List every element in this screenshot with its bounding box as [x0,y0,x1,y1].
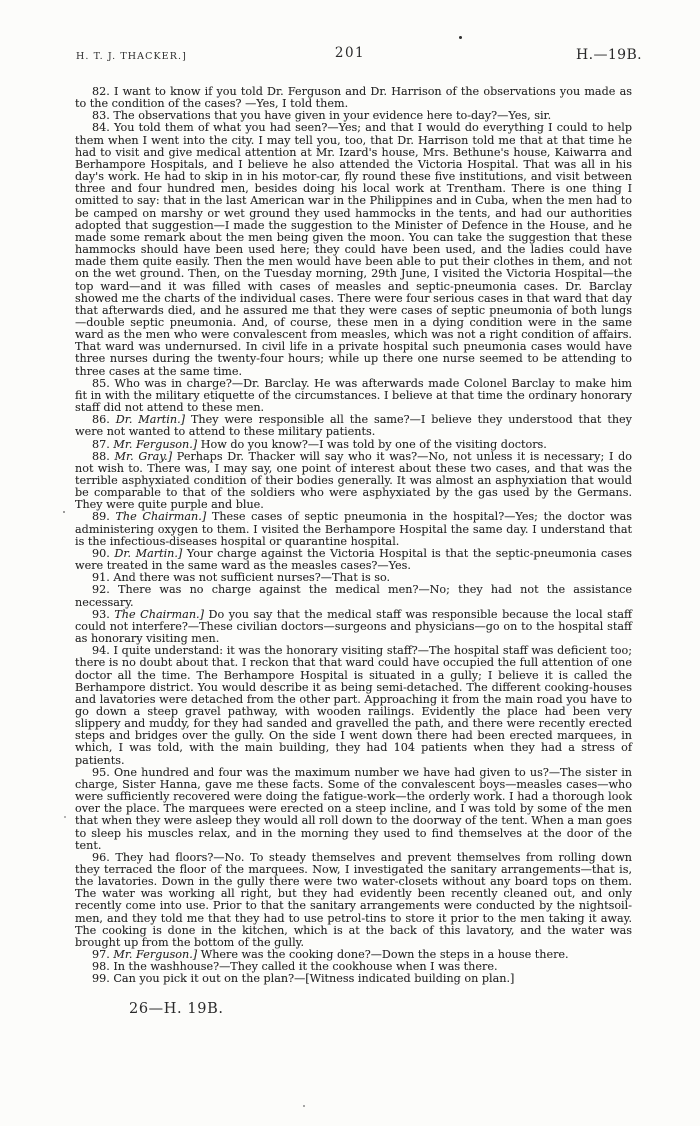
question-number: 89. [92,510,116,524]
speaker-name: Mr. Gray.] [114,449,173,463]
page-number: 201 [334,45,366,61]
question-number: 94. [92,644,114,658]
question-answer-text: There was no charge against the medical men?—No; they had not the assistance necessary. [75,583,632,609]
transcript-paragraph [75,645,632,767]
scan-speck [63,511,65,513]
question-number: 91. [92,571,114,585]
question-answer-text: Can you pick it out on the plan?—[Witness indicated building on plan.] [113,972,515,986]
question-number: 83. [92,109,114,123]
question-answer-text: Where was the cooking done?—Down the steps in a house there. [197,948,569,962]
question-answer-text: Do you say that the medical staff was responsible because the local staff could not interfere?—These civilian doctors—surgeons and physicians—go on to the hospital staff as honorary visiting men. [75,607,632,646]
question-number: 86. [92,413,116,427]
scan-speck [64,816,66,818]
transcript-paragraph [75,511,632,547]
question-number: 96. [92,850,116,864]
question-number: 93. [92,607,115,621]
question-answer-text: How do you know?—I was told by one of the visiting doctors. [197,437,547,451]
question-answer-text: Your charge against the Victoria Hospital is that the septic-pneumonia cases were treated in the same ward as the measles cases?—Yes. [75,546,632,573]
question-answer-text: In the washhouse?—They called it the cookhouse when I was there. [113,960,498,974]
running-header-witness: H. T. J. THACKER.] [76,51,187,62]
question-number: 84. [92,121,115,135]
transcript-paragraph [75,852,632,949]
footer-imprint: 26—H. 19B. [129,1001,224,1017]
question-number: 99. [92,972,114,986]
question-answer-text: You told them of what you had seen?—Yes; and that I would do everything I could to help them when I went into the city. I may tell you, too, that Dr. Harrison told me that at that time he had to visit and give medical attention at Mr. Izard's house, Mrs. Bethune's house, Kaiwarra and Berhampore Hospitals, and I believe he also attended the Victoria Hospital. That was all in his day's work. He had to skip in in his motor-car, fly round these five institutions, and visit between three and four hundred men, besides doing his local work at Trentham. There is one thing I omitted to say: that in the last American war in the Philippines and in Cuba, when the men had to be camped on marshy or wet ground they used hammocks in the tents, and had our authorities adopted that suggestion—I made the suggestion to the Minister of Defence in the House, and he made some remark about the men being given the moon. You can take the suggestion that these hammocks should have been used here; they could have been used, and the ladies could have made them quite easily. Then the men would have been able to put their clothes in them, and not on the wet ground. Then, on the Tuesday morning, 29th June, I visited the Victoria Hospital—the top ward—and it was filled with cases of measles and septic-pneumonia cases. Dr. Barclay showed me the charts of the individual cases. There were four serious cases in that ward that day that afterwards died, and he assured me that they were cases of septic pneumonia of both lungs—double septic pneumonia. And, of course, these men in a dying condition were in the same ward as the men who were convalescent from measles, which was not a right condition of affairs. That ward was undernursed. In civil life in a private hospital such pneumonia cases would have three nurses during the twenty-four hours; while up there one nurse seemed to be attending to three cases at the same time. [75,121,632,378]
question-number: 98. [92,960,114,974]
transcript-paragraph [75,548,632,572]
document-reference: H.—19B. [575,47,642,63]
question-number: 95. [92,765,114,779]
transcript-paragraph [75,122,632,377]
question-answer-text: They had floors?—No. To steady themselves and prevent themselves from rolling down they terraced the floor of the marquees. Now, I investigated the sanitary arrangements—that is, the lavatories. Down in the gully there were two water-closets without any board tops on them. The water was working all right, but they had evidently been recently cleaned out, and only recently come into use. Prior to that the sanitary arrangements were conducted by the nightsoil-men, and they told me that they had to use petrol-tins to store it prior to the men taking it away. The cooking is done in the kitchen, which is at the back of this lavatory, and the water was brought up from the bottom of the gully. [75,850,632,949]
speaker-name: Dr. Martin.] [114,546,183,560]
question-number: 85. [92,376,115,390]
question-answer-text: The observations that you have given in your evidence here to-day?—Yes, sir. [113,109,552,123]
question-answer-text: I quite understand: it was the honorary visiting staff?—The hospital staff was deficient too; there is no doubt about that. I reckon that that ward could have occupied the full attention of one doctor all the time. The Berhampore Hospital is situated in a gully; I believe it is called the Berhampore district. You would describe it as being semi-detached. The different cooking-houses and lavatories were detached from the other part. Approaching it from the main road you have to go down a steep gravel pathway, with wooden railings. Evidently the place had been very slippery and muddy, for they had sanded and gravelled the path, and there were recently erected steps and bridges over the gully. On the side I went down there had been erected marquees, in which, I was told, with the main building, they had 104 patients when they had a stress of patients. [75,644,632,767]
question-answer-text: One hundred and four was the maximum number we have had given to us?—The sister in charge, Sister Hanna, gave me these facts. Some of the convalescent boys—measles cases—who were sufficiently recovered were doing the fatigue-work—the orderly work. I had a thorough look over the place. The marquees were erected on a steep incline, and I was told by some of the men that when they were asleep they would all roll down to the doorway of the tent. When a man goes to sleep his muscles relax, and in the morning they used to find themselves at the door of the tent. [75,765,632,852]
question-answer-text: And there was not sufficient nurses?—That is so. [113,571,391,585]
transcript-paragraph [75,973,632,985]
scan-speck [303,1105,305,1107]
speaker-name: Mr. Ferguson.] [113,437,198,451]
question-number: 97. [92,948,114,962]
question-answer-text: They were responsible all the same?—I believe they understood that they were not wanted to attend to these military patients. [75,413,633,439]
question-number: 87. [92,437,114,451]
transcript-paragraph [75,609,632,645]
question-number: 82. [92,85,114,98]
transcript-paragraph [75,378,632,414]
scan-speck [459,36,462,39]
question-number: 88. [92,449,115,463]
question-number: 92. [92,583,118,597]
question-number: 90. [92,546,115,560]
question-answer-text: I want to know if you told Dr. Ferguson and Dr. Harrison of the observations you made as to the condition of the cases? —Yes, I told them. [75,85,632,111]
transcript-body [75,86,632,986]
speaker-name: Mr. Ferguson.] [113,948,198,962]
question-answer-text: Who was in charge?—Dr. Barclay. He was afterwards made Colonel Barclay to make him fit in with the military etiquette of the circumstances. I believe at that time the ordinary honorary staff did not attend to these men. [75,376,632,415]
transcript-paragraph [75,767,632,852]
question-answer-text: Perhaps Dr. Thacker will say who it was?—No, not unless it is necessary; I do not wish to. There was, I may say, one point of interest about these two cases, and that was the terrible asphyxiated condition of their bodies generally. It was almost an asphyxiation that would be comparable to that of the soldiers who were asphyxiated by the gas used by the Germans. They were quite purple and blue. [75,449,632,512]
speaker-name: The Chairman.] [114,607,204,621]
question-answer-text: These cases of septic pneumonia in the hospital?—Yes; the doctor was administering oxygen to them. I visited the Berhampore Hospital the same day. I understand that is the infectious-diseases hospital or quarantine hospital. [75,510,632,548]
speaker-name: Dr. Martin.] [115,413,185,427]
transcript-paragraph [75,451,632,512]
transcript-paragraph [75,584,632,608]
transcript-paragraph [75,86,632,110]
speaker-name: The Chairman.] [115,510,207,524]
transcript-paragraph [75,414,632,438]
